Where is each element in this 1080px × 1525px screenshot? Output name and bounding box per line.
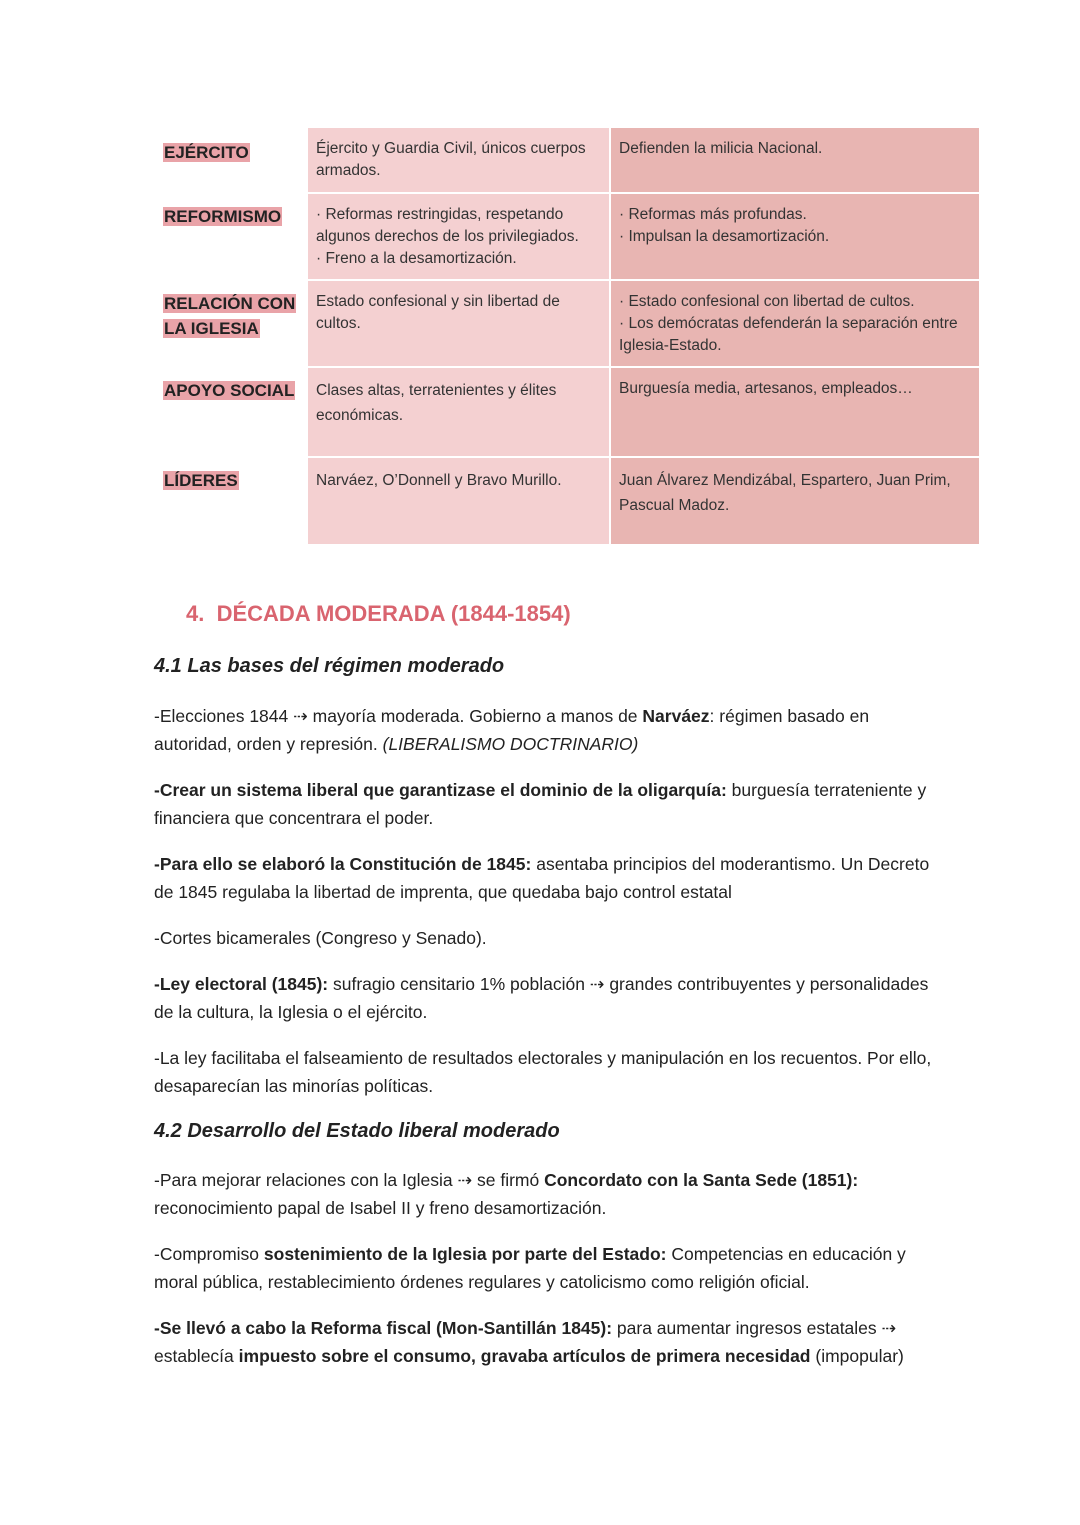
- paragraph: -Ley electoral (1845): sufragio censitario 1% población ⇢ grandes contribuyentes y personalidades de la cultura, la Iglesia o el ejército.: [154, 974, 929, 1022]
- paragraph: -Crear un sistema liberal que garantizase el dominio de la oligarquía: burguesía terrateniente y financiera que concentrara el poder.: [154, 780, 927, 828]
- section-title: 4. DÉCADA MODERADA (1844-1854): [186, 601, 571, 626]
- table-row: [155, 192, 979, 279]
- paragraph: -Para ello se elaboró la Constitución de 1845: asentaba principios del moderantismo. Un Decreto de 1845 regulaba la libertad de imprenta, que quedaba bajo control estatal: [154, 854, 930, 902]
- row-label: EJÉRCITO: [164, 143, 249, 162]
- progresistas-cell: · Estado confesional con libertad de cultos. · Los demócratas defenderán la separación entre Iglesia-Estado.: [611, 279, 979, 366]
- paragraph: -Para mejorar relaciones con la Iglesia ⇢ se firmó Concordato con la Santa Sede (1851): reconocimiento papal de Isabel II y freno desamortización.: [154, 1170, 859, 1218]
- paragraph: -Cortes bicamerales (Congreso y Senado).: [154, 928, 487, 948]
- table-row: [155, 279, 979, 366]
- paragraph: -Elecciones 1844 ⇢ mayoría moderada. Gobierno a manos de Narváez: régimen basado en autoridad, orden y represión. (LIBERALISMO DOCTRINARIO): [154, 706, 870, 754]
- moderados-cell: Éjercito y Guardia Civil, únicos cuerpos armados.: [308, 128, 611, 192]
- row-label: LÍDERES: [164, 471, 238, 490]
- comparison-table: [155, 128, 979, 544]
- progresistas-cell: Defienden la milicia Nacional.: [611, 128, 979, 192]
- progresistas-cell: · Reformas más profundas. · Impulsan la desamortización.: [611, 192, 979, 279]
- moderados-cell: · Reformas restringidas, respetando algunos derechos de los privilegiados. · Freno a la desamortización.: [308, 192, 611, 279]
- row-label: REFORMISMO: [164, 207, 282, 226]
- moderados-cell: Clases altas, terratenientes y élites económicas.: [308, 366, 611, 456]
- paragraph: -Compromiso sostenimiento de la Iglesia por parte del Estado: Competencias en educación y moral pública, restablecimiento órdenes regulares y catolicismo como religión oficial.: [154, 1244, 906, 1292]
- paragraph: -La ley facilitaba el falseamiento de resultados electorales y manipulación en los recuentos. Por ello, desaparecían las minorías políticas.: [154, 1048, 932, 1096]
- row-label: RELACIÓN CON LA IGLESIA: [164, 294, 296, 338]
- table-row: [155, 128, 979, 192]
- table-row: [155, 456, 979, 544]
- subsection-title: 4.2 Desarrollo del Estado liberal moderado: [154, 1120, 560, 1142]
- row-label: APOYO SOCIAL: [164, 381, 295, 400]
- subsection-title: 4.1 Las bases del régimen moderado: [154, 655, 505, 677]
- progresistas-cell: Burguesía media, artesanos, empleados…: [611, 366, 979, 456]
- paragraph: -Se llevó a cabo la Reforma fiscal (Mon-Santillán 1845): para aumentar ingresos estatales ⇢ establecía impuesto sobre el consumo, gravaba artículos de primera necesidad (impopular): [154, 1318, 904, 1366]
- moderados-cell: Narváez, O’Donnell y Bravo Murillo.: [308, 456, 611, 544]
- table-row: [155, 366, 979, 456]
- progresistas-cell: Juan Álvarez Mendizábal, Espartero, Juan Prim, Pascual Madoz.: [611, 456, 979, 544]
- moderados-cell: Estado confesional y sin libertad de cultos.: [308, 279, 611, 366]
